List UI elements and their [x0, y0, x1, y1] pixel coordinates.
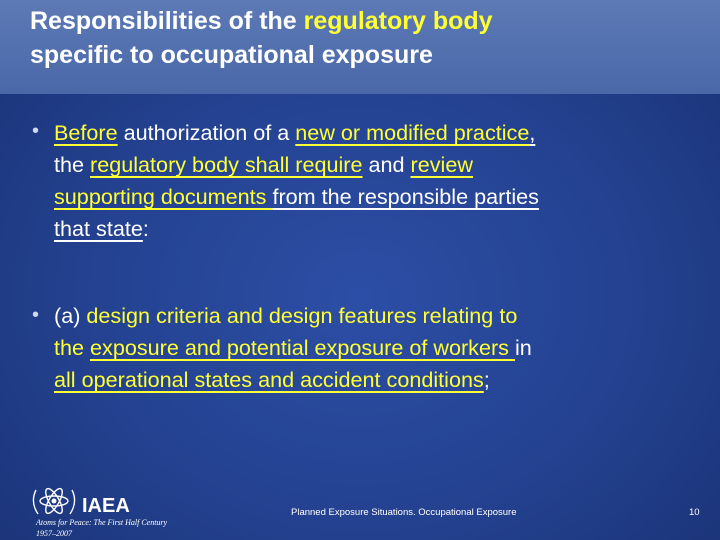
bullet-marker-2: • [32, 304, 40, 326]
b1-new-practice: new or modified practice [295, 120, 530, 145]
bullet-marker-1: • [32, 120, 40, 142]
b2-the: the [54, 335, 91, 360]
b2-a: (a) [54, 303, 87, 328]
title-part3: specific to occupational exposure [30, 41, 433, 69]
iaea-wordmark: IAEA [82, 495, 130, 517]
b1-responsible-parties: from the responsible parties [272, 184, 539, 209]
bullet-1-text [54, 117, 694, 245]
iaea-emblem-icon [28, 484, 218, 538]
b1-before: Before [54, 120, 118, 145]
slide-title [30, 4, 700, 72]
title-highlight: regulatory body [303, 7, 493, 35]
b1-colon: : [142, 216, 149, 241]
footer-title: Planned Exposure Situations. Occupational Exposure [291, 507, 517, 518]
bullet-2-text [54, 300, 694, 396]
b1-comma: , [529, 120, 536, 145]
title-bar [0, 0, 720, 94]
b1-and: and [362, 152, 411, 177]
iaea-tagline: Atoms for Peace: The First Half Century [36, 518, 168, 527]
b1-that-state: that state [54, 216, 143, 241]
b1-the: the [54, 152, 91, 177]
b1-review: review [410, 152, 473, 177]
b2-semicolon: ; [483, 367, 490, 392]
iaea-logo [28, 484, 218, 540]
iaea-years: 1957–2007 [36, 529, 72, 538]
b1-supporting-documents: supporting documents [54, 184, 273, 209]
page-number: 10 [689, 507, 700, 518]
b2-exposure-workers: exposure and potential exposure of workers [90, 335, 515, 360]
b1-s2: authorization of a [117, 120, 296, 145]
title-part1: Responsibilities of the [30, 7, 304, 35]
b2-in: in [514, 335, 532, 360]
b1-regulatory-require: regulatory body shall require [90, 152, 363, 177]
b2-operational-states: all operational states and accident conditions [54, 367, 484, 392]
b2-design-criteria: design criteria and design features relating to [86, 303, 518, 328]
